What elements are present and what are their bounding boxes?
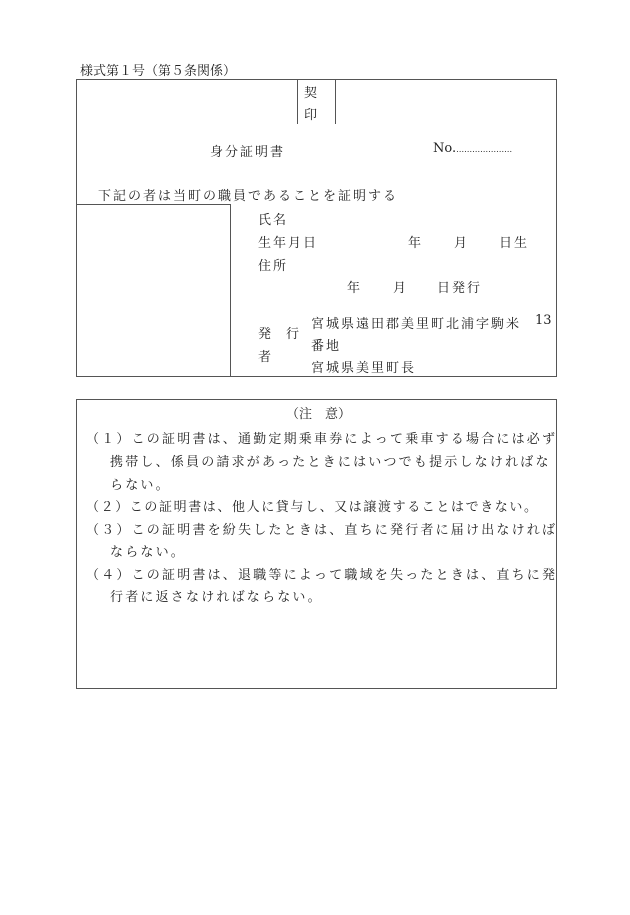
name-label: 氏名 [258,213,289,228]
note-3-line-1: （３）この証明書を紛失したときは、直ちに発行者に届け出なければ [86,523,558,538]
issue-year-label: 年 [347,281,361,296]
number-dots: ………………… [456,145,513,154]
seal-cell-left-border [297,79,298,124]
photo-area [80,208,226,373]
issuer-title: 宮城県美里町長 [311,361,417,376]
photo-area-right-border [230,204,231,377]
note-1-line-3: らない。 [110,478,171,493]
note-1-line-2: 携帯し、係員の請求があったときにはいつでも提示しなければな [110,455,551,470]
issuer-address-number: 13 [535,313,552,328]
address-label: 住所 [258,259,289,274]
issue-day-label: 日発行 [437,281,483,296]
issuer-address-line1: 宮城県遠田郡美里町北浦字駒米 [311,317,522,332]
notes-heading: （注 意） [286,407,352,422]
note-2-line-1: （２）この証明書は、他人に貸与し、又は譲渡することはできない。 [86,500,539,515]
note-4-line-2: 行者に返さなければならない。 [110,590,323,605]
birth-month-label: 月 [454,236,468,251]
certificate-title: 身分証明書 [210,145,286,160]
certificate-number [433,141,512,156]
birth-year-label: 年 [408,236,422,251]
seal-cell-right-border [335,79,336,124]
note-1-line-1: （１）この証明書は、通勤定期乗車券によって乗車する場合には必ず [86,432,558,447]
issuer-address-line2: 番地 [311,339,342,354]
birthdate-label: 生年月日 [258,236,319,251]
photo-area-top-border [76,204,231,205]
seal-char-bottom: 印 [304,108,318,123]
issue-month-label: 月 [393,281,407,296]
birth-day-label: 日生 [499,236,530,251]
number-label: No. [433,141,457,156]
seal-char-top: 契 [304,86,318,101]
form-number: 様式第１号（第５条関係） [80,64,237,79]
note-4-line-1: （４）この証明書は、退職等によって職域を失ったときは、直ちに発 [86,568,558,583]
issuer-label-2: 行 [286,327,300,342]
note-3-line-2: ならない。 [110,545,187,560]
certification-statement: 下記の者は当町の職員であることを証明する [98,189,399,204]
issuer-label-1: 発 [258,327,272,342]
issuer-label-3: 者 [258,350,272,365]
